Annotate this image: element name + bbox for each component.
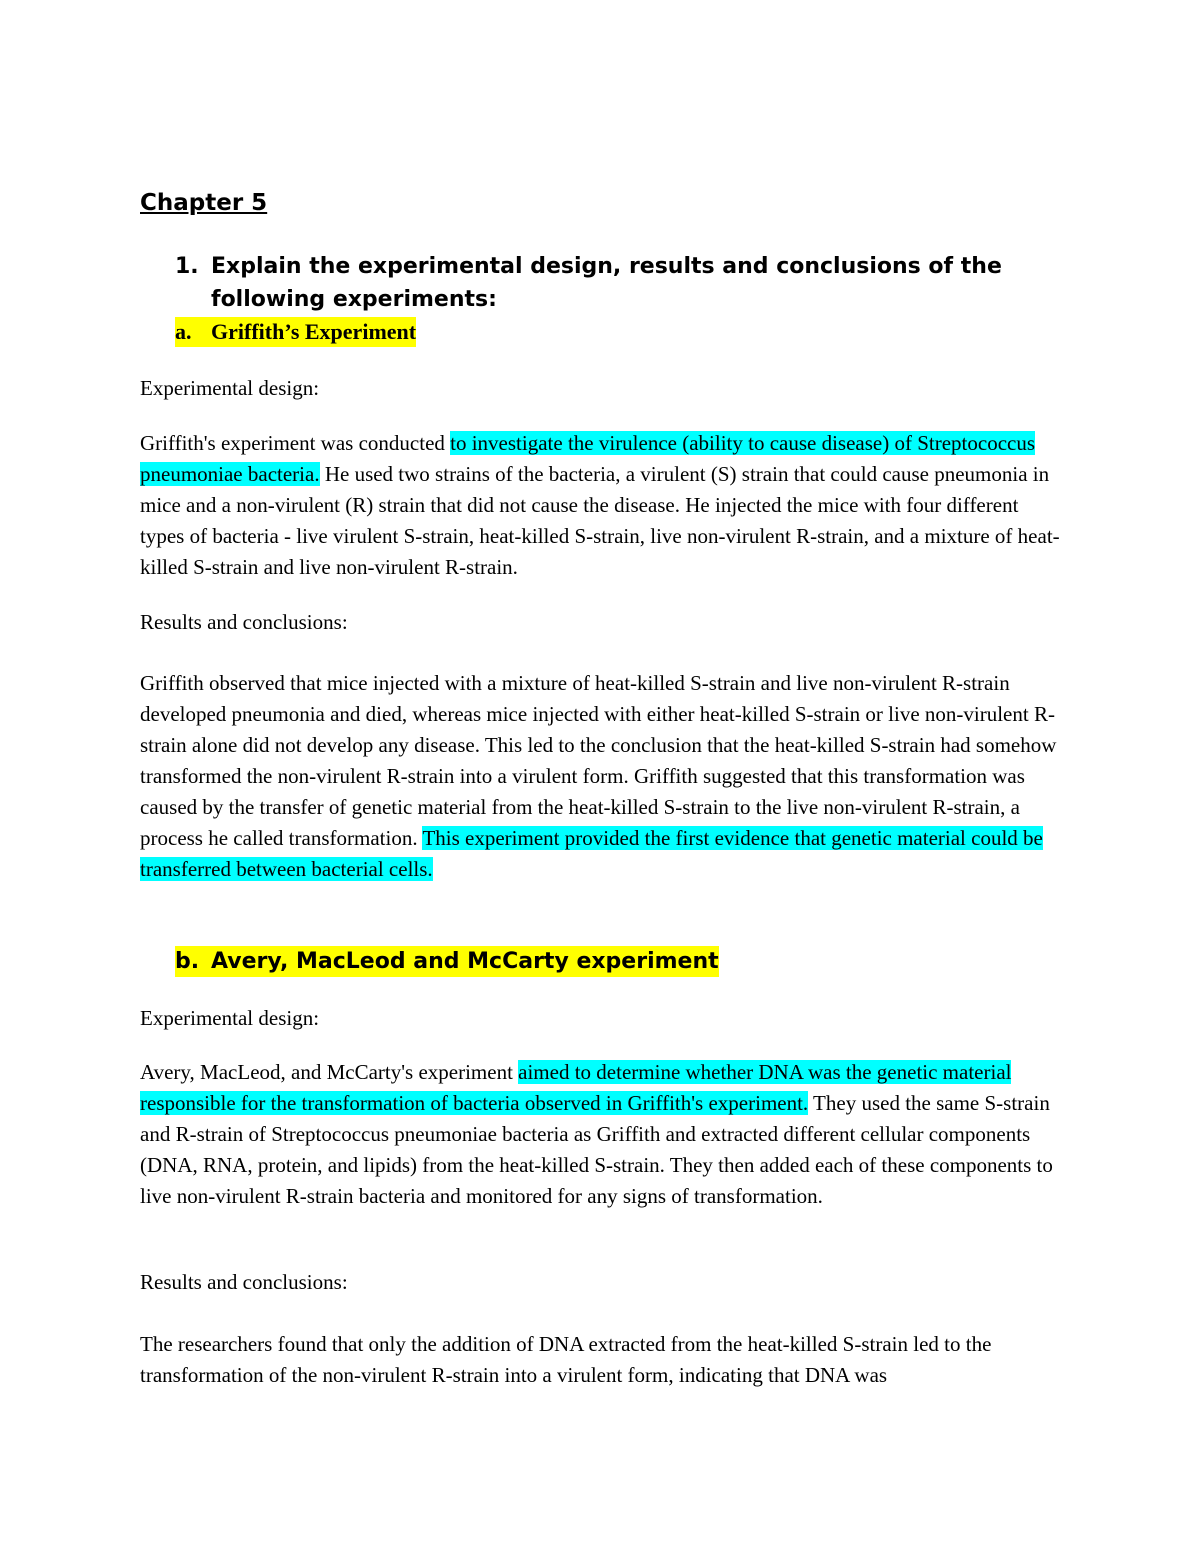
section-b-results-paragraph: The researchers found that only the addition of DNA extracted from the heat-killed S-strain led to the transformation of the non-virulent R-strain into a virulent form, indicating that DNA was [140, 1332, 992, 1387]
b-design-highlight: aimed to determine whether DNA was the genetic material responsible for the transformation of bacteria observed in Griffith's experiment. [140, 1060, 1012, 1115]
b-design-text-before: Avery, MacLeod, and McCarty's experiment [140, 1060, 519, 1084]
design-text-before: Griffith's experiment was conducted [140, 431, 451, 455]
results-highlight: This experiment provided the first evidence that genetic material could be transferred between bacterial cells. [140, 826, 1043, 881]
results-text-before: Griffith observed that mice injected with a mixture of heat-killed S-strain and live non-virulent R-strain developed pneumonia and died, whereas mice injected with either heat-killed S-strain or live non-virulent R-strain alone did not develop any disease. This led to the conclusion that the heat-killed S-strain had somehow transformed the non-virulent R-strain into a virulent form. Griffith suggested that this transformation was caused by the transfer of genetic material from the heat-killed S-strain to the live non-virulent R-strain, a process he called transformation. [140, 671, 1057, 850]
section-a-results-paragraph [140, 668, 1065, 885]
design-text-after: He used two strains of the bacteria, a virulent (S) strain that could cause pneumonia in mice and a non-virulent (R) strain that did not cause the disease. He injected the mice with four different types of bacteria - live virulent S-strain, heat-killed S-strain, live non-virulent R-strain, and a mixture of heat-killed S-strain and live non-virulent R-strain. [140, 462, 1060, 579]
section-a-design-label: Experimental design: [140, 376, 320, 400]
design-highlight: to investigate the virulence (ability to cause disease) of Streptococcus pneumoniae bacteria. [140, 431, 1036, 486]
section-b-letter: b. [175, 949, 200, 974]
section-a-letter: a. [175, 319, 192, 344]
chapter-title: Chapter 5 [140, 190, 268, 216]
section-a-heading [175, 317, 416, 347]
section-b-heading [175, 946, 719, 977]
section-b-design-label: Experimental design: [140, 1006, 320, 1030]
section-a-design-paragraph [140, 428, 1065, 583]
section-a-results-label: Results and conclusions: [140, 610, 348, 634]
b-design-text-after: They used the same S-strain and R-strain of Streptococcus pneumoniae bacteria as Griffith and extracted different cellular components (DNA, RNA, protein, and lipids) from the heat-killed S-strain. They then added each of these components to live non-virulent R-strain bacteria and monitored for any signs of transformation. [140, 1091, 1053, 1208]
section-a-title: Griffith’s Experiment [211, 319, 417, 344]
question-text: Explain the experimental design, results and conclusions of the following experiments: [211, 254, 1002, 312]
section-b-design-paragraph [140, 1057, 1065, 1212]
question-number: 1. [175, 254, 199, 279]
section-b-results-label: Results and conclusions: [140, 1270, 348, 1294]
section-b-title: Avery, MacLeod and McCarty experiment [211, 949, 719, 974]
question-1 [175, 250, 1075, 316]
